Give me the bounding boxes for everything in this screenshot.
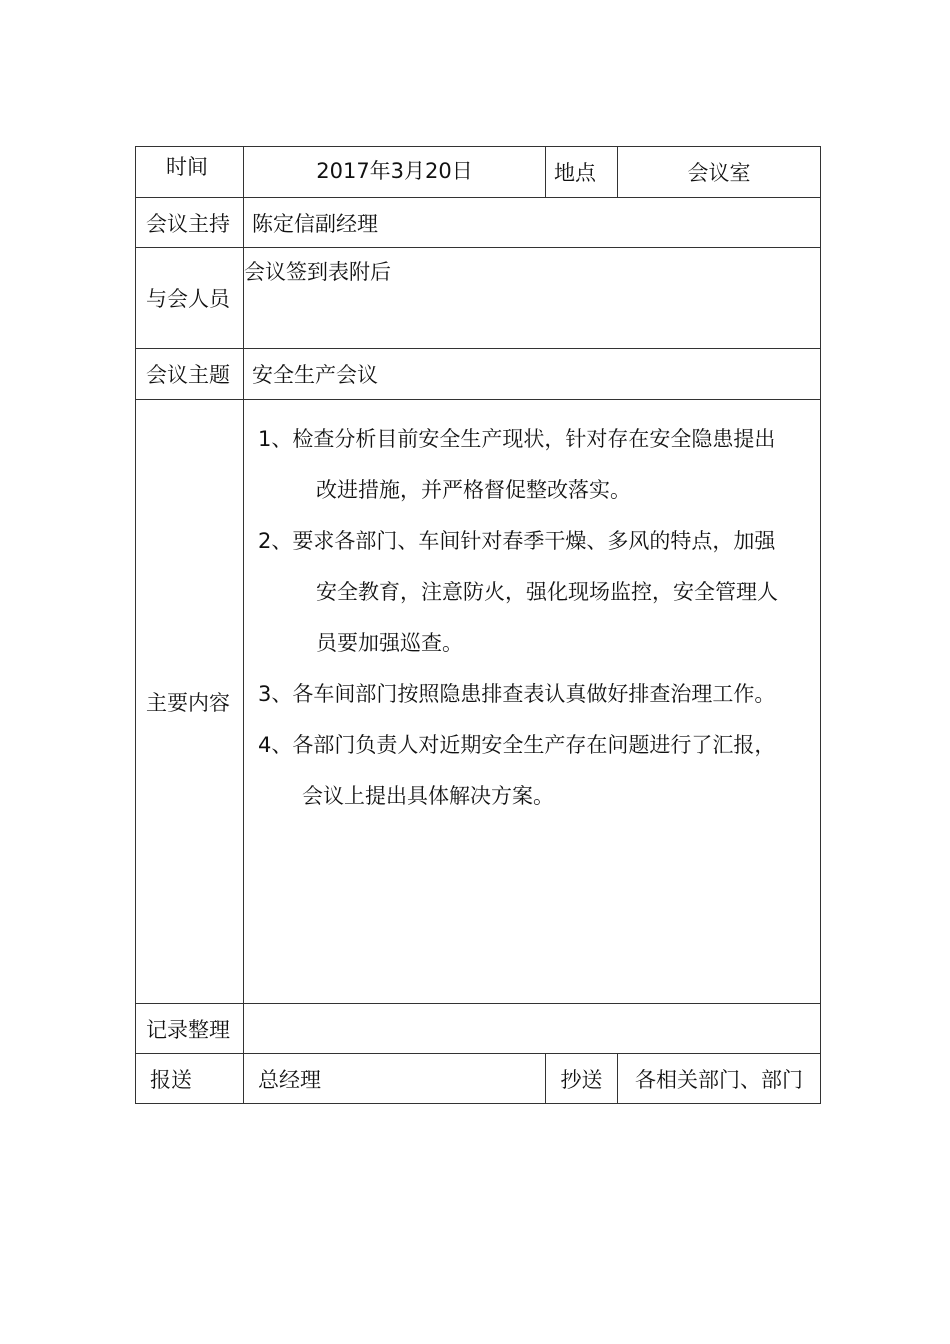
row-attendees [136,248,821,349]
content-item-line: 1、检查分析目前安全生产现状，针对存在安全隐患提出 [258,427,776,451]
content-item-line: 安全教育，注意防火，强化现场监控，安全管理人 [316,580,778,604]
content-item-line: 会议上提出具体解决方案。 [302,784,554,808]
time-label: 时间 [136,147,244,198]
content-item-line: 改进措施，并严格督促整改落实。 [316,478,631,502]
meeting-record-table [135,146,821,1104]
place-value: 会议室 [618,147,821,198]
content-item [244,516,820,669]
cc-label: 抄送 [546,1054,618,1104]
row-time-place [136,147,821,198]
content-item [244,414,820,516]
content-item-line: 4、各部门负责人对近期安全生产存在问题进行了汇报， [258,733,776,757]
content-body [244,400,821,1004]
cc-value: 各相关部门、部门 [618,1054,821,1104]
recorder-label: 记录整理 [136,1004,244,1054]
content-item-line: 2、要求各部门、车间针对春季干燥、多风的特点，加强 [258,529,776,553]
topic-value: 安全生产会议 [244,349,821,400]
host-label: 会议主持 [136,198,244,248]
content-item [244,669,820,720]
row-topic [136,349,821,400]
row-distribution [136,1054,821,1104]
attendees-label: 与会人员 [136,248,244,349]
recorder-value [244,1004,821,1054]
report-to-value: 总经理 [244,1054,546,1104]
row-host [136,198,821,248]
host-value: 陈定信副经理 [244,198,821,248]
content-item-line: 员要加强巡查。 [316,631,463,655]
time-value: 2017年3月20日 [244,147,546,198]
topic-label: 会议主题 [136,349,244,400]
content-label: 主要内容 [136,400,244,1004]
attendees-value: 会议签到表附后 [244,248,821,349]
report-to-label: 报送 [136,1054,244,1104]
content-item-line: 3、各车间部门按照隐患排查表认真做好排查治理工作。 [258,682,776,706]
place-label: 地点 [546,147,618,198]
row-recorder [136,1004,821,1054]
row-content [136,400,821,1004]
content-item [244,720,820,822]
